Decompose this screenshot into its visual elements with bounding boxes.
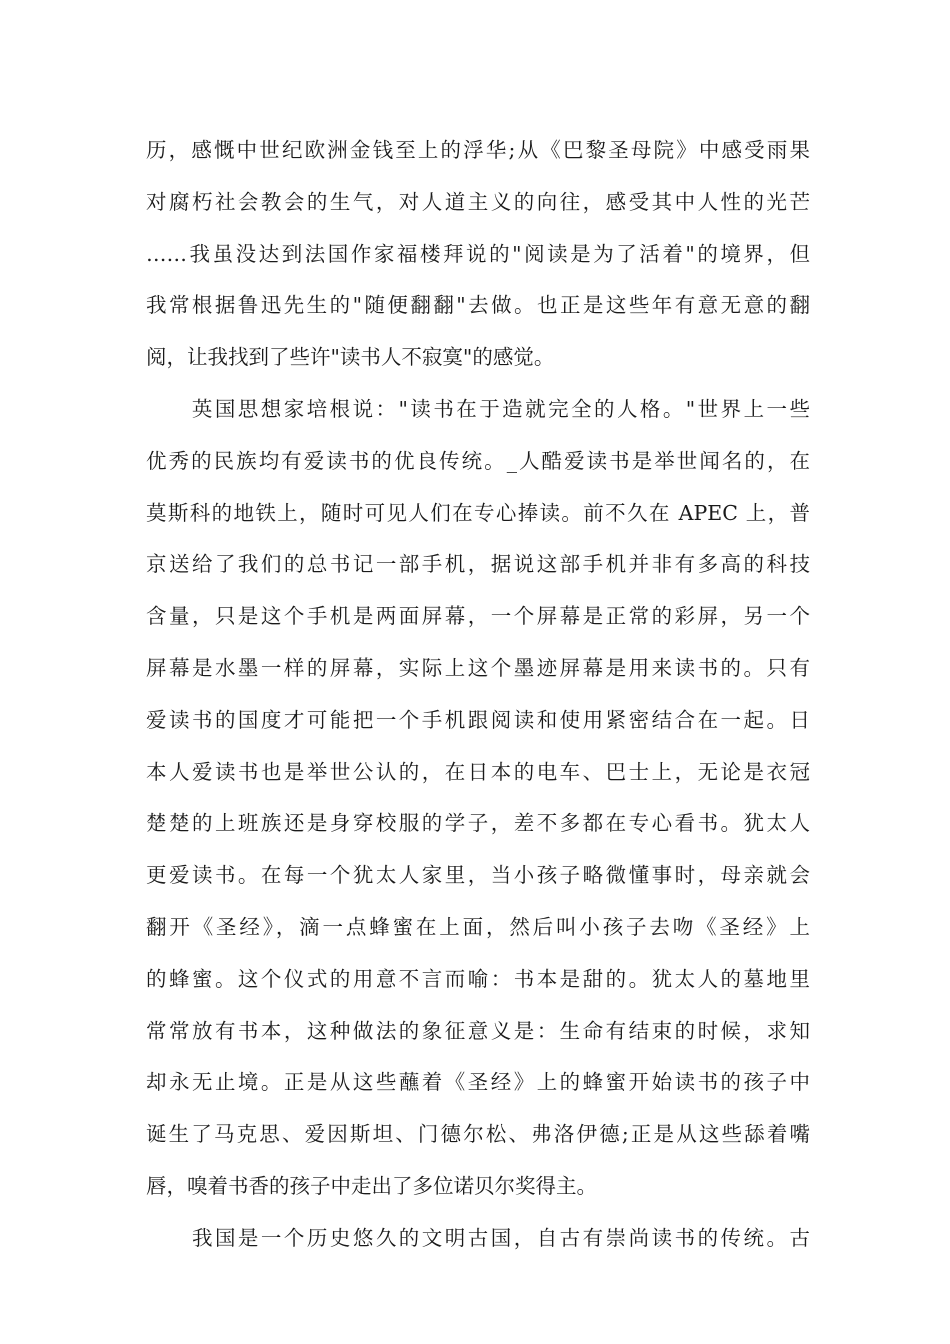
text-line: 常常放有书本，这种做法的象征意义是：生命有结束的时候，求知 (146, 1018, 810, 1043)
text-line: 含量，只是这个手机是两面屏幕，一个屏幕是正常的彩屏，另一个 (146, 604, 810, 629)
text-line: 翻开《圣经》，滴一点蜂蜜在上面，然后叫小孩子去吻《圣经》上 (146, 914, 810, 939)
text-line: 诞生了马克思、爱因斯坦、门德尔松、弗洛伊德;正是从这些舔着嘴 (146, 1122, 810, 1147)
text-line: 楚楚的上班族还是身穿校服的学子，差不多都在专心看书。犹太人 (146, 811, 810, 836)
text-line: 阅，让我找到了些许"读书人不寂寞"的感觉。 (146, 345, 555, 370)
text-line: ……我虽没达到法国作家福楼拜说的"阅读是为了活着"的境界，但 (146, 241, 810, 266)
text-line: 莫斯科的地铁上，随时可见人们在专心捧读。前不久在 APEC 上，普 (146, 500, 810, 525)
text-line: 对腐朽社会教会的生气，对人道主义的向往，感受其中人性的光芒 (146, 189, 810, 214)
text-line: 却永无止境。正是从这些蘸着《圣经》上的蜂蜜开始读书的孩子中 (146, 1070, 810, 1095)
text-line: 本人爱读书也是举世公认的，在日本的电车、巴士上，无论是衣冠 (146, 759, 810, 784)
text-line: 我国是一个历史悠久的文明古国，自古有崇尚读书的传统。古 (146, 1225, 810, 1250)
text-line: 更爱读书。在每一个犹太人家里，当小孩子略微懂事时，母亲就会 (146, 863, 810, 888)
text-line: 的蜂蜜。这个仪式的用意不言而喻：书本是甜的。犹太人的墓地里 (146, 966, 810, 991)
text-line: 屏幕是水墨一样的屏幕，实际上这个墨迹屏幕是用来读书的。只有 (146, 655, 810, 680)
text-line: 我常根据鲁迅先生的"随便翻翻"去做。也正是这些年有意无意的翻 (146, 293, 810, 318)
text-line: 英国思想家培根说："读书在于造就完全的人格。"世界上一些 (146, 396, 810, 421)
text-line: 优秀的民族均有爱读书的优良传统。_人酷爱读书是举世闻名的，在 (146, 448, 810, 473)
text-line: 爱读书的国度才可能把一个手机跟阅读和使用紧密结合在一起。日 (146, 707, 810, 732)
text-line: 京送给了我们的总书记一部手机，据说这部手机并非有多高的科技 (146, 552, 810, 577)
text-line: 唇，嗅着书香的孩子中走出了多位诺贝尔奖得主。 (146, 1173, 597, 1198)
body-text (146, 125, 810, 1265)
text-line: 历，感慨中世纪欧洲金钱至上的浮华;从《巴黎圣母院》中感受雨果 (146, 138, 810, 162)
